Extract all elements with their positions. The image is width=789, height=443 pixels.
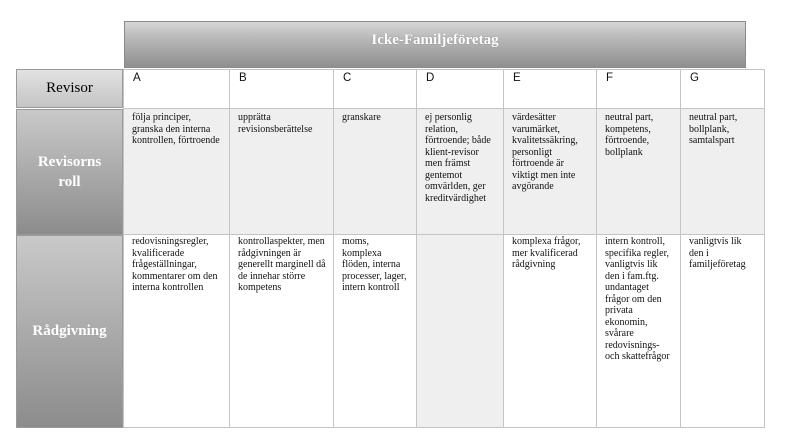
table-row-radgivning: [124, 235, 765, 428]
row-label-revisor-text: Revisor: [46, 80, 93, 96]
row-label-revisorns-roll: [16, 109, 123, 235]
table-cell: neutral part, bollplank, samtalspart: [681, 109, 765, 235]
header-row: [124, 70, 765, 109]
table-cell: moms, komplexa flöden, interna processer, lager, intern kontroll: [334, 235, 417, 428]
table-cell: vanligtvis lik den i familjeföretag: [681, 235, 765, 428]
column-header: D: [417, 70, 504, 109]
row-label-revisor: [16, 69, 123, 108]
row-label-roll-text: Revisorns roll: [37, 154, 102, 190]
table-title: Icke-Familjeföretag: [124, 21, 746, 68]
comparison-table: [123, 69, 765, 428]
table-cell: intern kontroll, specifika regler, vanligtvis lik den i fam.ftg. undantaget frågor om den privata ekonomin, svårare redovisnings- och skattefrågor: [597, 235, 681, 428]
column-header: F: [597, 70, 681, 109]
table-cell: neutral part, kompetens, förtroende, bollplank: [597, 109, 681, 235]
table-cell: redovisningsregler, kvalificerade frågeställningar, kommentarer om den interna kontrollen: [124, 235, 230, 428]
column-header: G: [681, 70, 765, 109]
table-cell: upprätta revisionsberättelse: [230, 109, 334, 235]
table-cell: [417, 235, 504, 428]
column-header: A: [124, 70, 230, 109]
column-header: B: [230, 70, 334, 109]
row-label-radgivning-text: Rådgivning: [32, 323, 107, 339]
table-cell: komplexa frågor, mer kvalificerad rådgivning: [504, 235, 597, 428]
table-cell: följa principer, granska den interna kontrollen, förtroende: [124, 109, 230, 235]
column-header: C: [334, 70, 417, 109]
row-label-radgivning: [16, 235, 123, 428]
table-cell: kontrollaspekter, men rådgivningen är generellt marginell då de innehar större kompetens: [230, 235, 334, 428]
table-cell: ej personlig relation, förtroende; både klient-revisor men främst gentemot omvärlden, ger kreditvärdighet: [417, 109, 504, 235]
table-row-revisorns-roll: [124, 109, 765, 235]
table-cell: värdesätter varumärket, kvalitetssäkring, personligt förtroende är viktigt men inte avgörande: [504, 109, 597, 235]
table-cell: granskare: [334, 109, 417, 235]
column-header: E: [504, 70, 597, 109]
